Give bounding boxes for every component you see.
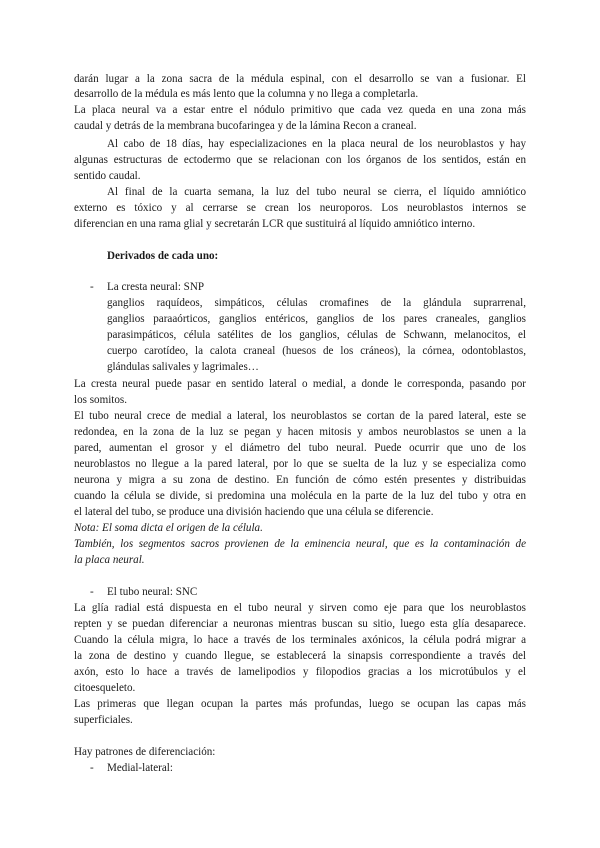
text-line: superficiales.	[74, 714, 133, 726]
text-line: Al cabo de 18 días, hay especializaciones en la placa neural de los neuroblastos y hay	[107, 138, 526, 150]
text-line: Hay patrones de diferenciación:	[74, 746, 216, 758]
text-line: sentido caudal.	[74, 170, 141, 182]
text-line: cuerpo carotídeo, la calota craneal (huesos de los cráneos), la córnea, odontoblastos,	[107, 345, 526, 357]
text-line: parasimpáticos, célula satélites de los ganglios, células de Schwann, melanocitos, el	[107, 329, 526, 341]
list-bullet: -	[90, 762, 94, 774]
text-line: externo es tóxico y al cerrarse se crean los neuroporos. Los neuroblastos internos se	[74, 202, 526, 214]
text-line: neurona y migra a su zona de destino. En función de cómo estén presentes y distribuidas	[74, 474, 526, 486]
text-line: ganglios raquídeos, simpáticos, células cromafines de la glándula suprarrenal,	[107, 297, 526, 309]
note-line: la placa neural.	[74, 554, 145, 566]
list-item-title: La cresta neural: SNP	[107, 281, 205, 293]
section-heading: Derivados de cada uno:	[107, 250, 219, 262]
text-line: neuroblastos no llegue a la pared lateral, por lo que se suelta de la luz y se especializa como	[74, 458, 526, 470]
text-line: glándulas salivales y lagrimales…	[107, 361, 259, 373]
text-line: desarrollo de la médula es más lento que la columna y no llega a completarla.	[74, 88, 419, 100]
text-line: algunas estructuras de ectodermo que se relacionan con los órganos de los sentidos, están en	[74, 154, 526, 166]
text-line: citoesqueleto.	[74, 682, 136, 694]
text-line: Las primeras que llegan ocupan la partes más profundas, luego se ocupan las capas más	[74, 698, 526, 710]
text-line: Al final de la cuarta semana, la luz del tubo neural se cierra, el líquido amniótico	[107, 186, 526, 198]
text-line: el lateral del tubo, se produce una división haciendo que una célula se diferencie.	[74, 506, 434, 518]
note-line: También, los segmentos sacros provienen de la eminencia neural, que es la contaminación de	[74, 538, 526, 550]
text-line: diferencian en una rama glial y secretarán LCR que sustituirá al líquido amniótico interno.	[74, 218, 476, 230]
list-item-title: Medial-lateral:	[107, 762, 173, 774]
text-line: La glía radial está dispuesta en el tubo neural y sirven como eje para que los neuroblastos	[74, 602, 526, 614]
text-line: ganglios paraaórticos, ganglios entéricos, ganglios de los pares craneales, ganglios	[107, 313, 526, 325]
list-bullet: -	[90, 281, 94, 293]
text-line: Cuando la célula migra, lo hace a través de los terminales axónicos, la célula podrá migrar a	[74, 634, 526, 646]
text-line: La cresta neural puede pasar en sentido lateral o medial, a donde le corresponda, pasando por	[74, 378, 526, 390]
text-line: cuando la célula se divide, si predomina una molécula en la parte de la luz del tubo y otra en	[74, 490, 526, 502]
text-line: pared, aumentan el grosor y el diámetro del tubo neural. Puede ocurrir que uno de los	[74, 442, 526, 454]
text-line: caudal y detrás de la membrana bucofaringea y de la lámina Recon a craneal.	[74, 120, 417, 132]
text-line: la zona de destino y cuando llegue, se establecerá la sinapsis correspondiente a través del	[74, 650, 526, 662]
list-bullet: -	[90, 586, 94, 598]
text-line: repten y se puedan diferenciar a neuronas mientras buscan su sitio, luego esta glía desaparece.	[74, 618, 526, 630]
text-line: los somitos.	[74, 394, 128, 406]
note-line: Nota: El soma dicta el origen de la célula.	[74, 522, 263, 534]
text-line: redondea, en la zona de la luz se pegan y hacen mitosis y ambos neuroblastos se unen a la	[74, 426, 526, 438]
list-item-title: El tubo neural: SNC	[107, 586, 198, 598]
text-line: El tubo neural crece de medial a lateral, los neuroblastos se cortan de la pared lateral, este se	[74, 410, 526, 422]
text-line: darán lugar a la zona sacra de la médula espinal, con el desarrollo se van a fusionar. El	[74, 73, 526, 85]
text-line: La placa neural va a estar entre el nódulo primitivo que cada vez queda en una zona más	[74, 104, 526, 116]
text-line: axón, esto lo hace a través de lamelipodios y filopodios gracias a los microtúbulos y el	[74, 666, 526, 678]
